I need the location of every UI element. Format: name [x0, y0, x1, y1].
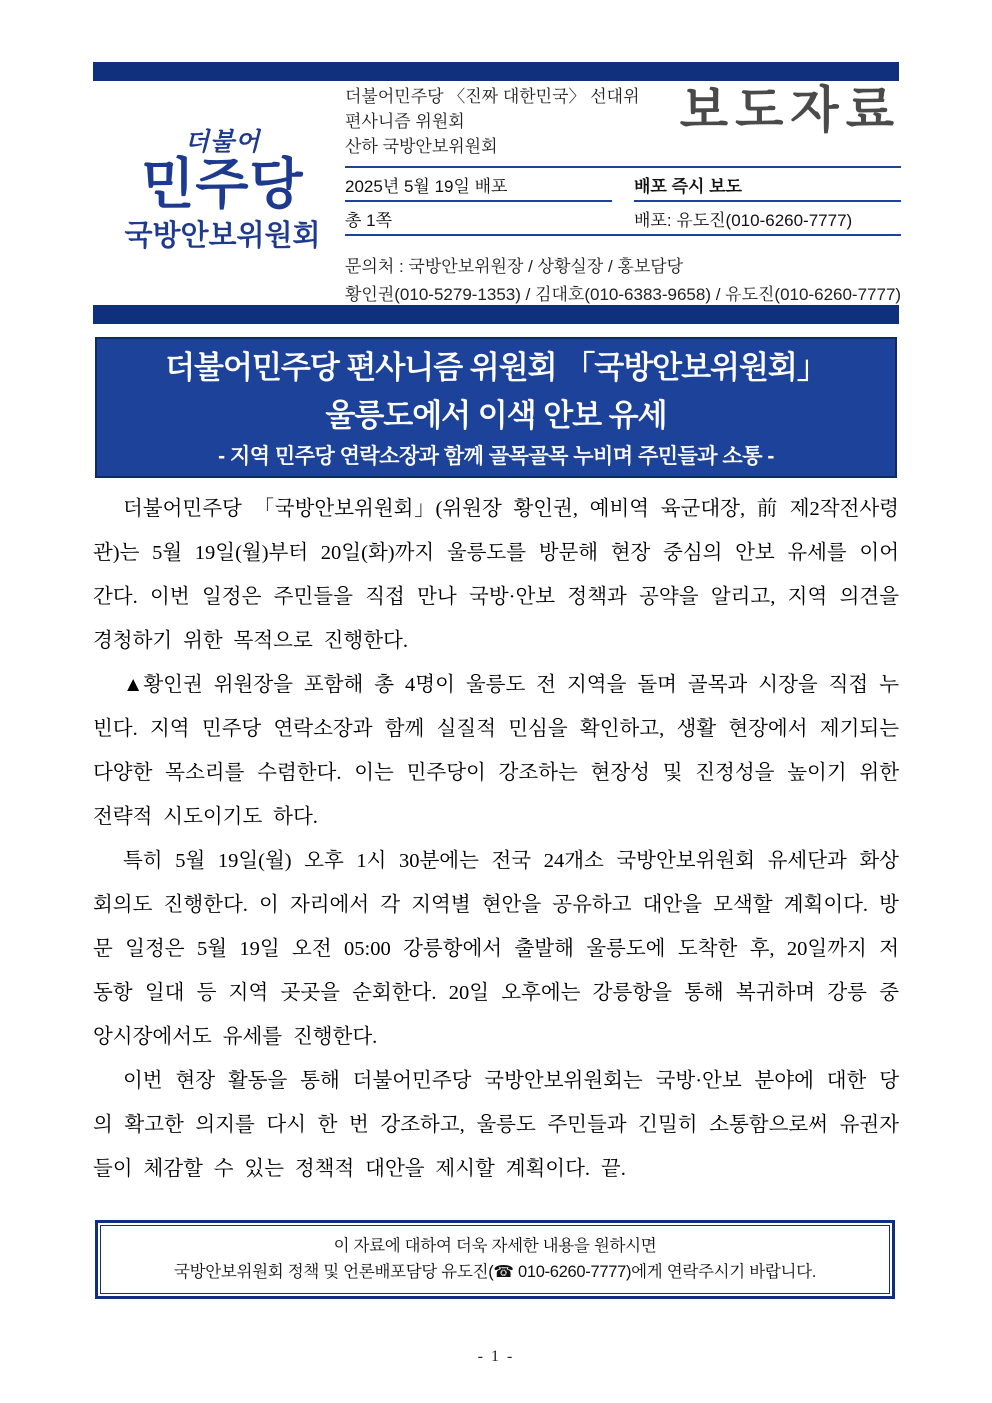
release-info-table	[345, 166, 901, 236]
document-type-title: 보도자료	[679, 82, 901, 138]
headline-box	[95, 337, 897, 478]
headline-line-2: 울릉도에서 이색 안보 유세	[325, 398, 667, 433]
header-right-column	[345, 84, 901, 309]
release-date-cell: 2025년 5월 19일 배포	[345, 168, 612, 202]
org-lines	[345, 84, 640, 159]
distributor-cell: 배포: 유도진(010-6260-7777)	[634, 211, 853, 230]
header-top-row	[345, 84, 901, 159]
body-paragraph-1: 더불어민주당 「국방안보위원회」(위원장 황인권, 예비역 육군대장, 前 제2작전사령관)는 5월 19일(월)부터 20일(화)까지 울릉도를 방문해 현장 중심의 안보 유세를 이어간다. 이번 일정은 주민들을 직접 만나 국방·안보 정책과 공약을 알리고, 지역 의견을 경청하기 위한 목적으로 진행한다.	[93, 498, 899, 652]
logo-text-committee: 국방안보위원회	[124, 220, 321, 252]
divider-navy-bar	[93, 305, 899, 324]
page-count-cell: 총 1쪽	[345, 211, 393, 230]
page-number: - 1 -	[477, 1348, 515, 1365]
headline-line-1: 더불어민주당 편사니즘 위원회 「국방안보위원회」	[165, 350, 827, 385]
contact-roles-line: 문의처 : 국방안보위원장 / 상황실장 / 홍보담당	[345, 257, 684, 276]
embargo-cell: 배포 즉시 보도	[634, 168, 901, 202]
body-paragraph-3: 특히 5월 19일(월) 오후 1시 30분에는 전국 24개소 국방안보위원회 유세단과 화상회의도 진행한다. 이 자리에서 각 지역별 현안을 공유하고 대안을 모색할 계획이다. 방문 일정은 5월 19일 오전 05:00 강릉항에서 출발해 울릉도에 도착한 후, 20일까지 저동항 일대 등 지역 곳곳을 순회한다. 20일 오후에는 강릉항을 통해 복귀하며 강릉 중앙시장에서도 유세를 진행한다.	[93, 850, 899, 1048]
org-line-2: 편사니즘 위원회	[345, 112, 465, 131]
footer-contact-box-inner	[100, 1225, 890, 1294]
org-line-1: 더불어민주당 〈진짜 대한민국〉 선대위	[345, 87, 640, 106]
logo-text-top: 더불어	[184, 128, 261, 156]
article-body	[93, 487, 899, 1191]
logo-text-main: 민주당	[141, 153, 304, 215]
headline-subtitle: - 지역 민주당 연락소장과 함께 골목골목 누비며 주민들과 소통 -	[218, 445, 774, 468]
top-navy-bar	[93, 62, 899, 81]
body-paragraph-2: ▲황인권 위원장을 포함해 총 4명이 울릉도 전 지역을 돌며 골목과 시장을 직접 누빈다. 지역 민주당 연락소장과 함께 실질적 민심을 확인하고, 생활 현장에서 제기되는 다양한 목소리를 수렴한다. 이는 민주당이 강조하는 현장성 및 진정성을 높이기 위한 전략적 시도이기도 하다.	[93, 674, 899, 828]
footer-line-1: 이 자료에 대하여 더욱 자세한 내용을 원하시면	[333, 1237, 657, 1255]
body-paragraph-4: 이번 현장 활동을 통해 더불어민주당 국방안보위원회는 국방·안보 분야에 대한 당의 확고한 의지를 다시 한 번 강조하고, 울릉도 주민들과 긴밀히 소통함으로써 유권자들이 체감할 수 있는 정책적 대안을 제시할 계획이다. 끝.	[93, 1070, 899, 1180]
footer-contact-box	[95, 1220, 895, 1299]
party-logo	[105, 130, 340, 251]
org-line-3: 산하 국방안보위원회	[345, 137, 498, 156]
footer-line-2: 국방안보위원회 정책 및 언론배포담당 유도진(☎ 010-6260-7777)에게 연락주시기 바랍니다.	[173, 1263, 817, 1281]
contact-info	[345, 253, 901, 309]
contact-phones-line: 황인권(010-5279-1353) / 김대호(010-6383-9658) / 유도진(010-6260-7777)	[345, 285, 902, 304]
